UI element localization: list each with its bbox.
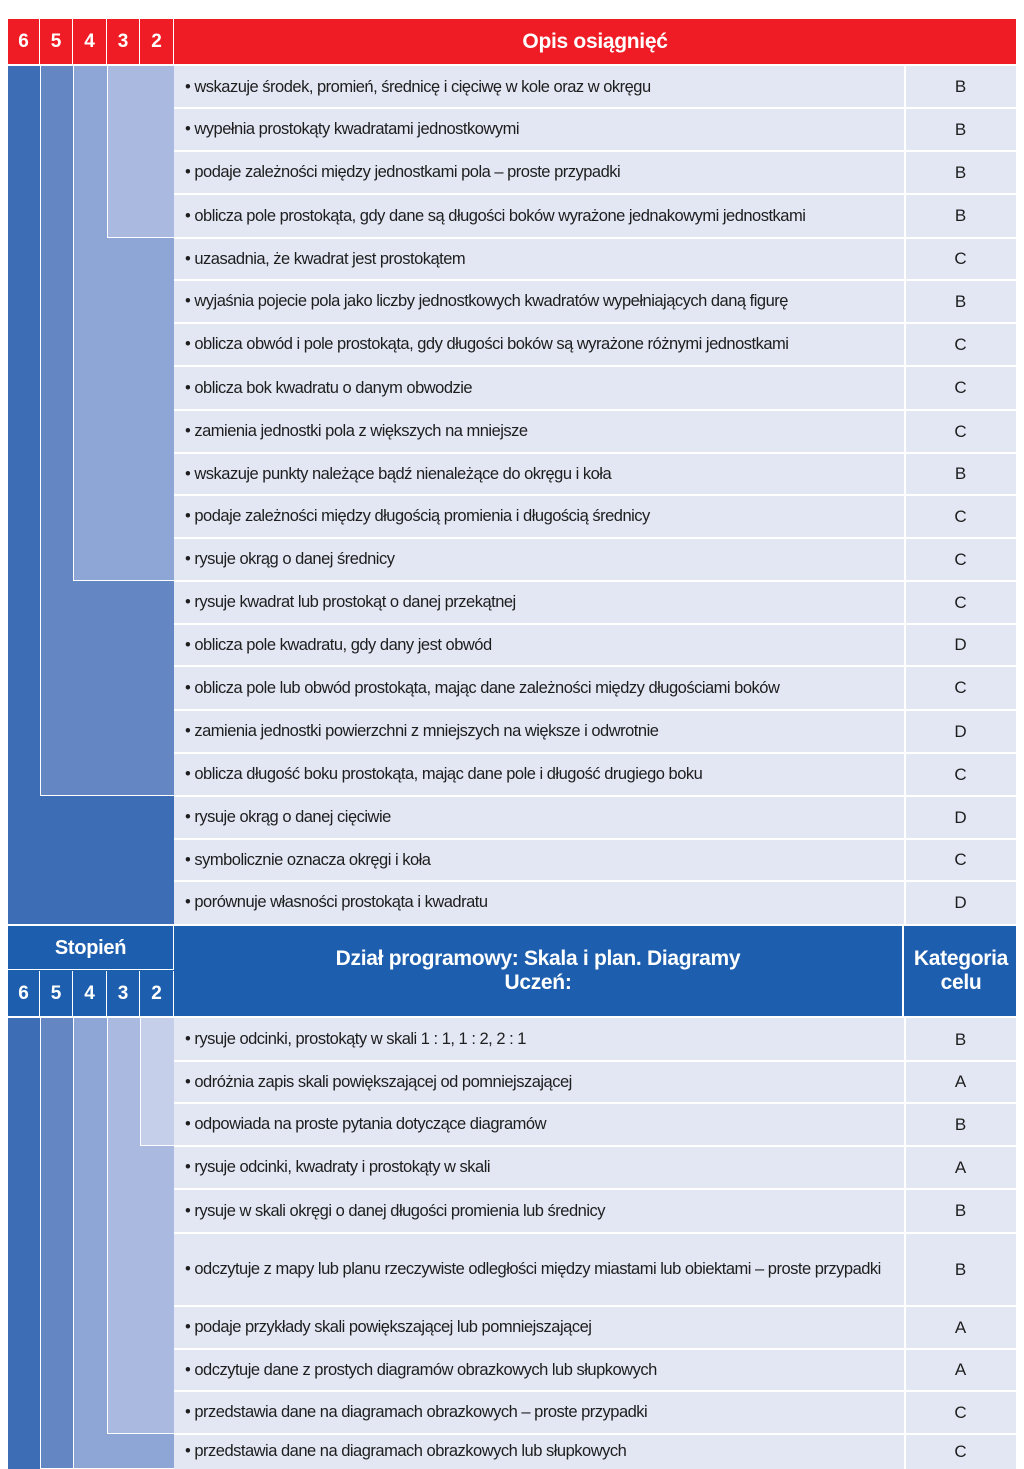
section1-row-description: • zamienia jednostki powierzchni z mniejszych na większe i odwrotnie — [185, 722, 659, 740]
section2-row-category: C — [954, 1402, 967, 1422]
section1-row-description: • podaje zależności między jednostkami pola – proste przypadki — [185, 163, 621, 181]
section2-row-category: A — [954, 1317, 967, 1337]
section1-row-description: • rysuje okrąg o danej cięciwie — [185, 808, 391, 826]
section1-grade-6: 6 — [8, 19, 40, 64]
section1-row-separator — [174, 365, 1016, 367]
section1-row-description: • zamienia jednostki pola z większych na mniejsze — [185, 422, 528, 440]
section1-row-separator — [174, 880, 1016, 882]
section1-row-description: • uzasadnia, że kwadrat jest prostokątem — [185, 249, 466, 268]
section2-row-description: • rysuje odcinki, prostokąty w skali 1 : 1, 1 : 2, 2 : 1 — [185, 1030, 526, 1048]
section1-row-description: • oblicza bok kwadratu o danym obwodzie — [185, 378, 473, 397]
section1-row-description: • rysuje okrąg o danej średnicy — [185, 550, 395, 568]
section1-grade-2: 2 — [140, 19, 174, 64]
section2-row-description: • podaje przykłady skali powiększającej lub pomniejszającej — [185, 1318, 592, 1336]
section1-row-category: D — [954, 635, 967, 654]
section2-grade-5: 5 — [40, 971, 73, 1016]
section2-row-category: B — [954, 1201, 967, 1220]
section1-grade-band-3 — [107, 66, 174, 238]
section1-row-separator — [174, 409, 1016, 411]
section2-row-separator — [174, 1060, 1016, 1062]
section1-row-category: C — [954, 334, 967, 354]
section2-row-description: • rysuje odcinki, kwadraty i prostokąty w skali — [185, 1158, 491, 1176]
section1-row-category: C — [954, 764, 967, 784]
section1-grade-4: 4 — [73, 19, 107, 64]
section2-row-separator — [174, 1305, 1016, 1307]
section2-category-header — [906, 926, 1016, 1016]
section1-row-category: C — [954, 421, 967, 441]
section1-row-category: B — [954, 291, 967, 311]
section1-row-category: B — [954, 464, 967, 483]
section1-row-separator — [174, 537, 1016, 539]
section1-row-category: D — [954, 807, 967, 827]
section2-grade-label: Stopień — [8, 926, 174, 970]
section2-title-line1: Dział programowy: Skala i plan. Diagramy — [335, 947, 741, 970]
section1-grade-5: 5 — [40, 19, 73, 64]
section2-row-separator — [174, 1232, 1016, 1234]
section2-row-category: A — [954, 1072, 967, 1091]
section2-row-description: • odróżnia zapis skali powiększającej od pomniejszającej — [185, 1072, 572, 1091]
section1-row-separator — [174, 452, 1016, 454]
category-header-line2: celu — [940, 971, 982, 994]
section1-row-separator — [174, 279, 1016, 281]
section1-row-category: D — [954, 892, 967, 912]
section1-row-category: C — [954, 549, 967, 569]
section1-row-separator — [174, 107, 1016, 109]
section2-row-description: • odczytuje z mapy lub planu rzeczywiste odległości między miastami lub obiektami – proste przypadki — [185, 1260, 881, 1278]
section1-row-separator — [174, 665, 1016, 667]
section1-row-category: B — [954, 162, 967, 182]
section1-row-description: • oblicza długość boku prostokąta, mając dane pole i długość drugiego boku — [185, 765, 703, 783]
section1-row-separator — [174, 237, 1016, 239]
section1-row-category: B — [954, 77, 967, 96]
section2-column-separator — [904, 1018, 906, 1469]
section1-row-description: • wypełnia prostokąty kwadratami jednostkowymi — [185, 120, 520, 138]
section1-row-description: • symbolicznie oznacza okręgi i koła — [185, 850, 431, 869]
section2-grade-band-2 — [140, 1018, 174, 1146]
section1-row-category: B — [954, 119, 967, 139]
section1-row-separator — [174, 150, 1016, 152]
section2-row-separator — [174, 1102, 1016, 1104]
section2-row-separator — [174, 1145, 1016, 1147]
section2-row-category: C — [954, 1441, 967, 1461]
section1-row-description: • oblicza pole lub obwód prostokąta, mając dane zależności między długościami boków — [185, 678, 780, 697]
section1-row-category: C — [954, 850, 967, 869]
section1-row-category: C — [954, 249, 967, 268]
section1-row-separator — [174, 752, 1016, 754]
section1-row-description: • oblicza pole kwadratu, gdy dany jest obwód — [185, 635, 492, 654]
section2-row-separator — [174, 1433, 1016, 1435]
section1-row-category: C — [954, 506, 967, 526]
section2-row-category: A — [954, 1157, 967, 1177]
section2-row-description: • odczytuje dane z prostych diagramów obrazkowych lub słupkowych — [185, 1360, 657, 1379]
section1-row-description: • wskazuje punkty należące bądź nienależące do okręgu i koła — [185, 464, 612, 483]
section1-row-separator — [174, 709, 1016, 711]
section2-grade-2: 2 — [140, 971, 174, 1016]
section2-row-category: A — [954, 1360, 967, 1379]
section1-row-description: • podaje zależności między długością promienia i długością średnicy — [185, 507, 650, 525]
section1-column-separator — [904, 66, 906, 924]
section2-title — [174, 926, 904, 1016]
section1-row-separator — [174, 580, 1016, 582]
section1-row-description: • oblicza pole prostokąta, gdy dane są długości boków wyrażone jednakowymi jednostkami — [185, 206, 806, 225]
section1-row-separator — [174, 623, 1016, 625]
section1-row-category: C — [954, 678, 967, 697]
section2-row-separator — [174, 1348, 1016, 1350]
section2-grade-6: 6 — [8, 971, 40, 1016]
section2-row-description: • przedstawia dane na diagramach obrazkowych – proste przypadki — [185, 1403, 648, 1421]
section1-row-description: • porównuje własności prostokąta i kwadratu — [185, 893, 488, 911]
section1-row-description: • oblicza obwód i pole prostokąta, gdy długości boków są wyrażone różnymi jednostkami — [185, 335, 789, 353]
section2-row-description: • rysuje w skali okręgi o danej długości promienia lub średnicy — [185, 1201, 605, 1220]
section2-row-separator — [174, 1390, 1016, 1392]
section2-row-description: • przedstawia dane na diagramach obrazkowych lub słupkowych — [185, 1442, 627, 1460]
section1-row-category: C — [954, 592, 967, 612]
section1-row-category: D — [954, 721, 967, 741]
section2-title-line2: Uczeń: — [504, 971, 572, 994]
section1-row-separator — [174, 795, 1016, 797]
section1-row-description: • wyjaśnia pojecie pola jako liczby jednostkowych kwadratów wypełniających daną figurę — [185, 292, 788, 310]
section1-title: Opis osiągnięć — [522, 29, 668, 53]
category-header-line1: Kategoria — [913, 947, 1009, 970]
section2-row-category: B — [954, 1029, 967, 1049]
section2-row-separator — [174, 1188, 1016, 1190]
section1-row-category: B — [954, 206, 967, 225]
section1-row-separator — [174, 322, 1016, 324]
section1-row-separator — [174, 193, 1016, 195]
section2-row-category: B — [954, 1259, 967, 1279]
section1-row-category: C — [954, 378, 967, 397]
section2-grade-4: 4 — [73, 971, 107, 1016]
section1-row-separator — [174, 838, 1016, 840]
section2-row-category: B — [954, 1114, 967, 1134]
section1-grade-3: 3 — [107, 19, 140, 64]
section1-row-separator — [174, 494, 1016, 496]
section1-row-description: • wskazuje środek, promień, średnicę i cięciwę w kole oraz w okręgu — [185, 77, 651, 96]
section1-row-description: • rysuje kwadrat lub prostokąt o danej przekątnej — [185, 593, 516, 611]
section2-row-description: • odpowiada na proste pytania dotyczące diagramów — [185, 1115, 547, 1133]
section2-grade-3: 3 — [107, 971, 140, 1016]
